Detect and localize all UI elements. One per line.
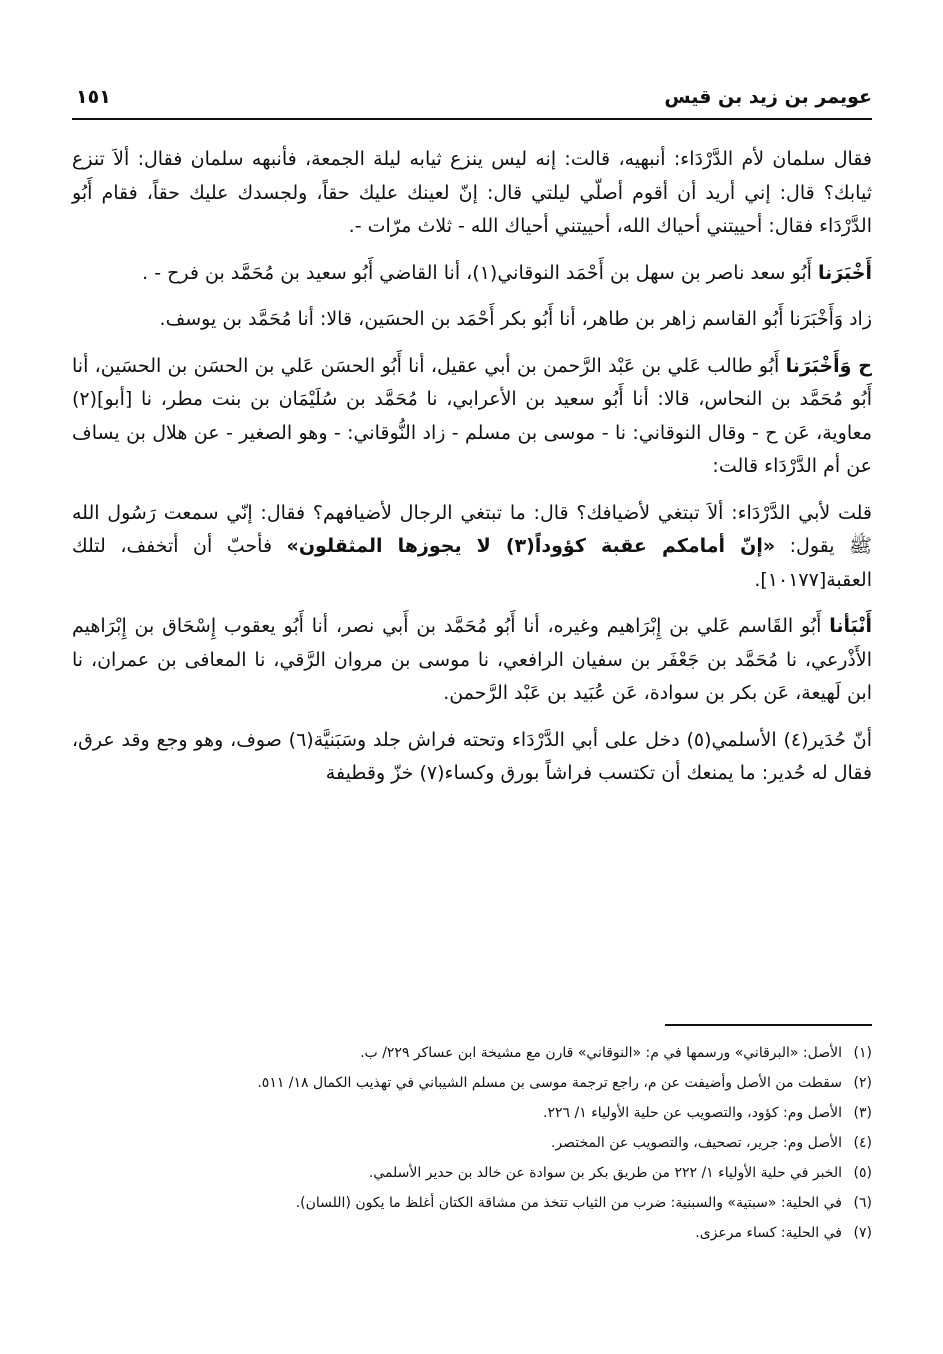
footnote-number: (٧) bbox=[853, 1225, 872, 1241]
main-text bbox=[72, 143, 872, 791]
footnote-text: سقطت من الأصل وأضيفت عن م، راجع ترجمة موسى بن مسلم الشيباني في تهذيب الكمال ١٨/ ٥١١. bbox=[257, 1075, 842, 1091]
footnote-text: الخبر في حلية الأولياء ١/ ٢٢٢ من طريق بكر بن سوادة عن خالد بن حدير الأسلمي. bbox=[368, 1165, 842, 1181]
paragraph-5-text-b: فأحبّ أن أتخفف، لتلك العقبة[١٠١٧٧]. bbox=[72, 535, 872, 591]
paragraph-4-text: أَبُو طالب عَلي بن عَبْد الرَّحمن بن أبي عقيل، أنا أَبُو الحسَن عَلي بن الحسَن بن الحسَين، أنا أَبُو مُحَمَّد بن النحاس، قالا: أنا أَبُو سعيد بن الأعرابي، نا مُحَمَّد بن سُلَيْمَان بن بنت مطر، نا [أبو](٢) معاوية، عَن ح - وقال النوقاني: نا - موسى بن مسلم - زاد النُّوقاني: - وهو الصغير - عن هلال بن يساف عن أم الدَّرْدَاء قالت: bbox=[72, 354, 872, 477]
footnote-number: (٤) bbox=[853, 1135, 872, 1151]
footnotes bbox=[72, 1038, 872, 1248]
hadith-quote: «إنّ أمامكم عقبة كؤوداً(٣) لا يجوزها المثقلون» bbox=[286, 535, 776, 557]
paragraph-6-text: أَبُو القَاسم عَلي بن إِبْرَاهيم وغيره، أنا أَبُو مُحَمَّد بن أَبي نصر، أنا أَبُو يعقوب إِسْحَاق بن إِبْرَاهيم الأَذْرعي، نا مُحَمَّد بن جَعْفَر بن سفيان الرافعي، نا موسى بن مروان الرَّقي، نا المعافى بن عمران، نا ابن لَهيعة، عَن بكر بن سوادة، عَن عُبَيد بن عَبْد الرَّحمن. bbox=[72, 615, 872, 704]
paragraph-6 bbox=[72, 610, 872, 711]
footnote-number: (٣) bbox=[853, 1105, 872, 1121]
footnote-2 bbox=[72, 1068, 872, 1098]
page-number: ١٥١ bbox=[76, 86, 111, 108]
paragraph-7 bbox=[72, 724, 872, 791]
footnote-3 bbox=[72, 1098, 872, 1128]
footnote-number: (١) bbox=[853, 1045, 872, 1061]
footnote-rule bbox=[665, 1024, 872, 1026]
footnote-6 bbox=[72, 1188, 872, 1218]
footnote-number: (٦) bbox=[853, 1195, 872, 1211]
footnote-5 bbox=[72, 1158, 872, 1188]
paragraph-6-lead: أَنْبَأنا bbox=[829, 615, 872, 637]
footnote-number: (٥) bbox=[853, 1165, 872, 1181]
footnote-7 bbox=[72, 1218, 872, 1248]
footnote-4 bbox=[72, 1128, 872, 1158]
paragraph-1-text: فقال سلمان لأم الدَّرْدَاء: أنبهيه، قالت: إنه ليس ينزع ثيابه ليلة الجمعة، فأنبهه سلمان فقال: ألاَ تنزع ثيابك؟ قال: إني أريد أن أقوم أصلّي ليلتي قال: إنّ لعينك عليك حقاً، ولجسدك عليك حقاً، فقام أَبُو الدَّرْدَاء فقال: أحييتني أحياك الله، أحييتني أحياك الله - ثلاث مرّات -. bbox=[72, 148, 872, 237]
paragraph-4-lead: ح وَأَخْبَرَنا bbox=[785, 354, 873, 377]
footnote-1 bbox=[72, 1038, 872, 1068]
footnote-text: في الحلية: «سبتية» والسبنية: ضرب من الثياب تتخذ من مشاقة الكتان أغلظ ما يكون (اللسان). bbox=[295, 1195, 842, 1211]
footnote-text: الأصل: «البرقاني» ورسمها في م: «النوقاني» قارن مع مشيخة ابن عساكر ٢٢٩/ ب. bbox=[360, 1045, 842, 1061]
running-title: عويمر بن زيد بن قيس bbox=[664, 86, 872, 108]
footnote-number: (٢) bbox=[853, 1075, 872, 1091]
paragraph-7-text: أنّ حُدَير(٤) الأسلمي(٥) دخل على أبي الدَّرْدَاء وتحته فراش جلد وسَبَنيَّة(٦) صوف، وهو وجع وقد عرق، فقال له حُدير: ما يمنعك أن تكتسب فراشاً بورق وكساء(٧) خزّ وقطيفة bbox=[72, 728, 873, 784]
header-rule bbox=[72, 118, 872, 120]
page-header bbox=[72, 82, 872, 118]
footnote-text: الأصل وم: كؤود، والتصويب عن حلية الأولياء ١/ ٢٢٦. bbox=[543, 1105, 842, 1121]
paragraph-2-text: أَبُو سعد ناصر بن سهل بن أَحْمَد النوقاني(١)، أنا القاضي أَبُو سعيد بن مُحَمَّد بن فرح - . bbox=[142, 261, 818, 284]
paragraph-5 bbox=[72, 497, 872, 598]
paragraph-2-lead: أَخْبَرَنا bbox=[817, 261, 872, 284]
paragraph-5-text-a: قلت لأبي الدَّرْدَاء: ألاَ تبتغي لأضيافك؟ قال: ما تبتغي الرجال لأضيافهم؟ فقال: إنّي سمعت رَسُول الله ﷺ يقول: bbox=[72, 501, 872, 557]
footnote-text: في الحلية: كساء مرعزى. bbox=[695, 1225, 842, 1241]
paragraph-1 bbox=[72, 143, 872, 244]
paragraph-2 bbox=[72, 257, 872, 291]
paragraph-3 bbox=[72, 303, 872, 337]
paragraph-4 bbox=[72, 350, 872, 484]
footnote-text: الأصل وم: جرير، تصحيف، والتصويب عن المختصر. bbox=[550, 1135, 842, 1151]
paragraph-3-text: زاد وَأَخْبَرَنا أَبُو القاسم زاهر بن طاهر، أنا أَبُو بكر أَحْمَد بن الحسَين، قالا: أنا مُحَمَّد بن يوسف. bbox=[159, 308, 872, 330]
